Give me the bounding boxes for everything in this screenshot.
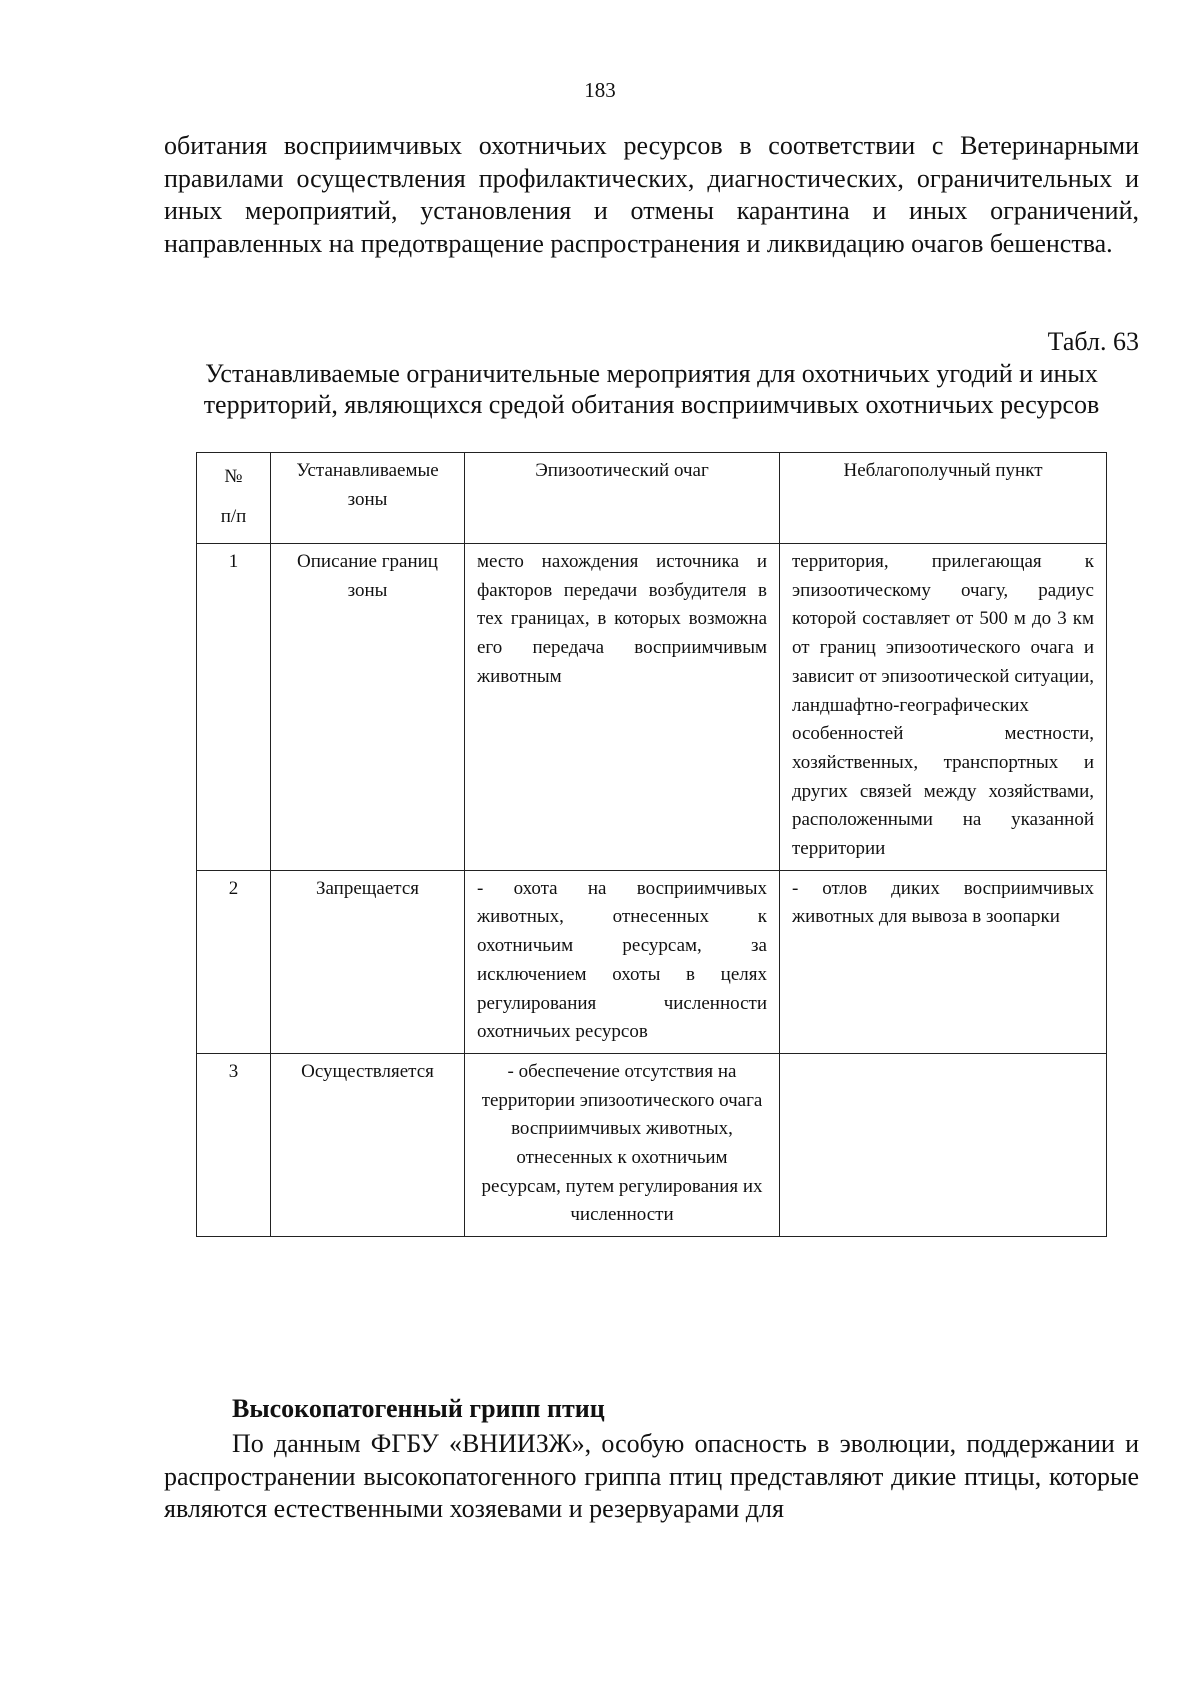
table-row bbox=[197, 1053, 1107, 1236]
row-point: - отлов диких восприимчивых животных для вывоза в зоопарки bbox=[780, 870, 1107, 1053]
row-number: 1 bbox=[197, 544, 271, 871]
header-number-line2: п/п bbox=[220, 506, 247, 527]
table-row bbox=[197, 870, 1107, 1053]
row-number: 3 bbox=[197, 1053, 271, 1236]
header-focus: Эпизоотический очаг bbox=[465, 453, 780, 544]
row-point: территория, прилегающая к эпизоотическому очагу, радиус которой составляет от 500 м до 3 км от границ эпизоотического очага и зависит от эпизоотической ситуации, ландшафтно-географических особенностей местности, хозяйственных, транспортных и других связей между хозяйствами, расположенными на указанной территории bbox=[780, 544, 1107, 871]
header-number-line1: № bbox=[224, 466, 243, 487]
row-zone: Запрещается bbox=[271, 870, 465, 1053]
row-focus: - охота на восприимчивых животных, отнесенных к охотничьим ресурсам, за исключением охоты в целях регулирования численности охотничьих ресурсов bbox=[465, 870, 780, 1053]
row-focus: - обеспечение отсутствия на территории эпизоотического очага восприимчивых животных, отнесенных к охотничьим ресурсам, путем регулирования их численности bbox=[465, 1053, 780, 1236]
intro-paragraph: обитания восприимчивых охотничьих ресурсов в соответствии с Ветеринарными правилами осуществления профилактических, диагностических, ограничительных и иных мероприятий, установления и отмены карантина и иных ограничений, направленных на предотвращение распространения и ликвидацию очагов бешенства. bbox=[164, 131, 1139, 258]
row-point bbox=[780, 1053, 1107, 1236]
header-zones: Устанавливаемые зоны bbox=[271, 453, 465, 544]
row-number: 2 bbox=[197, 870, 271, 1053]
row-zone: Осуществляется bbox=[271, 1053, 465, 1236]
table-header-row bbox=[197, 453, 1107, 544]
row-zone: Описание границ зоны bbox=[271, 544, 465, 871]
restrictions-table bbox=[196, 452, 1107, 1237]
page-number: 183 bbox=[584, 78, 616, 102]
header-number bbox=[197, 453, 271, 544]
table-title: Устанавливаемые ограничительные мероприятия для охотничьих угодий и иных территорий, являющихся средой обитания восприимчивых охотничьих ресурсов bbox=[203, 359, 1100, 419]
table-row bbox=[197, 544, 1107, 871]
header-point: Неблагополучный пункт bbox=[780, 453, 1107, 544]
section-heading: Высокопатогенный грипп птиц bbox=[232, 1394, 605, 1423]
table-reference: Табл. 63 bbox=[1047, 327, 1139, 356]
section-paragraph: По данным ФГБУ «ВНИИЗЖ», особую опасность в эволюции, поддержании и распространении высокопатогенного гриппа птиц представляют дикие птицы, которые являются естественными хозяевами и резервуарами для bbox=[164, 1429, 1139, 1523]
row-focus: место нахождения источника и факторов передачи возбудителя в тех границах, в которых возможна его передача восприимчивым животным bbox=[465, 544, 780, 871]
